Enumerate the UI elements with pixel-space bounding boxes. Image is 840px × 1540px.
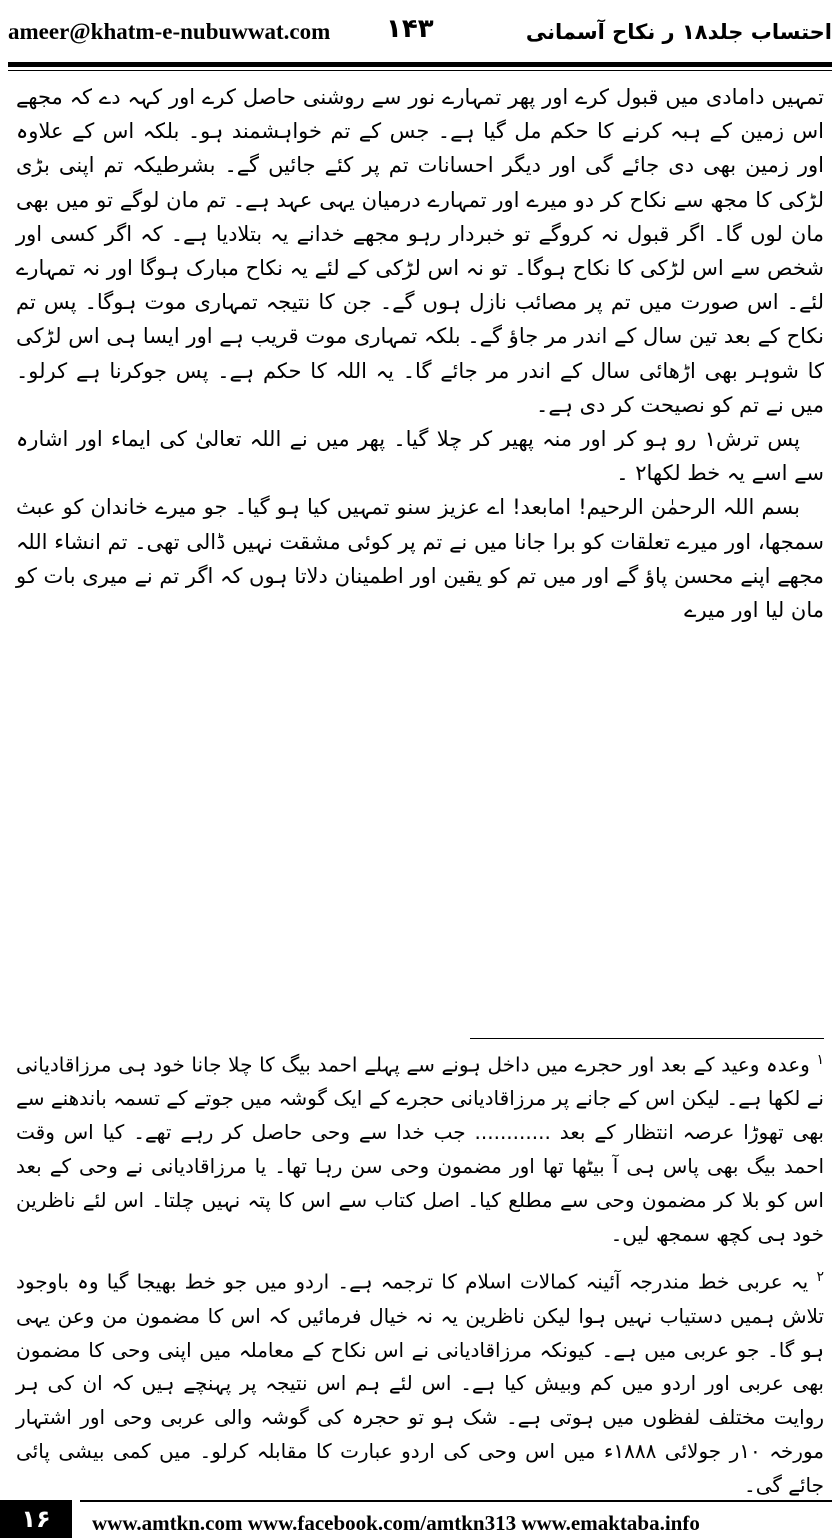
header-email: ameer@khatm-e-nubuwwat.com	[8, 19, 331, 44]
footnote-1-text: وعدہ وعید کے بعد اور حجرے میں داخل ہونے سے پہلے احمد بیگ کا چلا جانا خود ہی مرزاقادیانی نے لکھا ہے۔ لیکن اس کے جانے پر مرزاقادیانی حجرے کے ایک گوشہ میں جوتے کے تسمہ باندھنے سے بھی تھوڑا عرصہ انتظار کے بعد ............ جب خدا سے وحی حاصل کر رہے تھے۔ کیا اس وقت احمد بیگ بھی پاس ہی آ بیٹھا تھا اور مضمون وحی سن رہا تھا۔ یا مرزاقادیانی نے وحی کے بعد اس کو بلا کر مضمون وحی سے مطلع کیا۔ اصل کتاب سے اس کا پتہ نہیں چلتا۔ اس لئے ناظرین خود ہی کچھ سمجھ لیں۔	[16, 1052, 824, 1246]
footnote-separator	[470, 1038, 824, 1039]
footer-urls: www.amtkn.com www.facebook.com/amtkn313 www.emaktaba.info	[92, 1510, 700, 1535]
footnote-2	[16, 1261, 824, 1502]
header-rule-thin	[8, 70, 832, 71]
header-rule-thick	[8, 62, 832, 67]
footer-page-number: ۱۶	[0, 1500, 72, 1538]
body-paragraph-3: بسم اللہ الرحمٰن الرحیم! امابعد! اے عزیز سنو تمہیں کیا ہو گیا۔ جو میرے خاندان کو عبث سمجھا، اور میرے تعلقات کو برا جانا میں نے تم پر کوئی مشقت نہیں ڈالی تھی۔ تم انشاء اللہ مجھے اپنے محسن پاؤ گے اور میں تم کو یقین اور اطمینان دلاتا ہوں کہ اگر تم نے میری بات کو مان لیا اور میرے	[16, 495, 824, 623]
page-header	[8, 10, 832, 54]
footnotes	[16, 1044, 824, 1513]
footnote-2-text: یہ عربی خط مندرجہ آئینہ کمالات اسلام کا ترجمہ ہے۔ اردو میں جو خط بھیجا گیا وہ باوجود تلاش ہمیں دستیاب نہیں ہوا لیکن ناظرین یہ نہ خیال فرمائیں کہ اس کا مضمون من وعن یہی ہو گا۔ جو عربی میں ہے۔ کیونکہ مرزاقادیانی نے اس نکاح کے معاملہ میں اپنی وحی کا مضمون بھی عربی اور اردو میں کم وبیش کیا ہے۔ اس لئے ہم اس نتیجہ پر پہنچے ہیں کہ ان کی ہر روایت مختلف لفظوں میں ہوتی ہے۔ شک ہو تو حجرہ کی گوشہ والی عربی وحی اور اشتہار مورخہ ۱۰ر جولائی ۱۸۸۸ء میں اس وحی کی اردو عبارت کا مقابلہ کرلو۔ میں کمی بیشی پائی جائے گی۔	[16, 1270, 824, 1497]
header-page-number: ۱۴۳	[386, 14, 434, 44]
main-text	[16, 80, 824, 627]
body-paragraph-1: تمہیں دامادی میں قبول کرے اور پھر تمہارے نور سے روشنی حاصل کرے اور کہہ دے کہ مجھے اس زمین کے ہبہ کرنے کا حکم مل گیا ہے۔ جس کے تم خواہشمند ہو۔ بلکہ اس کے علاوہ اور زمین بھی دی جائے گی اور دیگر احسانات تم پر کئے جائیں گے۔ بشرطیکہ تم اپنی بڑی لڑکی کا مجھ سے نکاح کر دو میرے اور تمہارے درمیان یہی عہد ہے۔ تم مان لوگے تو میں بھی مان لوں گا۔ اگر قبول نہ کروگے تو خبردار رہو مجھے خدانے یہ بتلادیا ہے۔ کہ اگر کسی اور شخص سے اس لڑکی کا نکاح ہوگا۔ تو نہ اس لڑکی کے لئے یہ نکاح مبارک ہوگا اور نہ تمہارے لئے۔ اس صورت میں تم پر مصائب نازل ہوں گے۔ جن کا نتیجہ تمہاری موت ہوگا۔ پس تم نکاح کے بعد تین سال کے اندر مر جاؤ گے۔ بلکہ تمہاری موت قریب ہے اور ایسا ہی اس لڑکی کا شوہر بھی اڑھائی سال کے اندر مر جائے گا۔ یہ اللہ کا حکم ہے۔ پس جوکرنا ہے کرلو۔ میں نے تم کو نصیحت کر دی ہے۔	[16, 85, 824, 417]
footer-rule	[80, 1500, 832, 1502]
footnote-1-mark: ۱	[816, 1052, 824, 1068]
body-paragraph-2: پس ترش۱ رو ہو کر اور منہ پھیر کر چلا گیا۔ پھر میں نے اللہ تعالیٰ کی ایماء اور اشارہ سے اسے یہ خط لکھا۲ ۔	[16, 427, 824, 486]
header-book-title: احتساب جلد۱۸ ر نکاح آسمانی	[525, 20, 832, 44]
footnote-2-mark: ۲	[816, 1269, 824, 1286]
footnote-1	[16, 1044, 824, 1251]
page-footer	[0, 1498, 840, 1540]
